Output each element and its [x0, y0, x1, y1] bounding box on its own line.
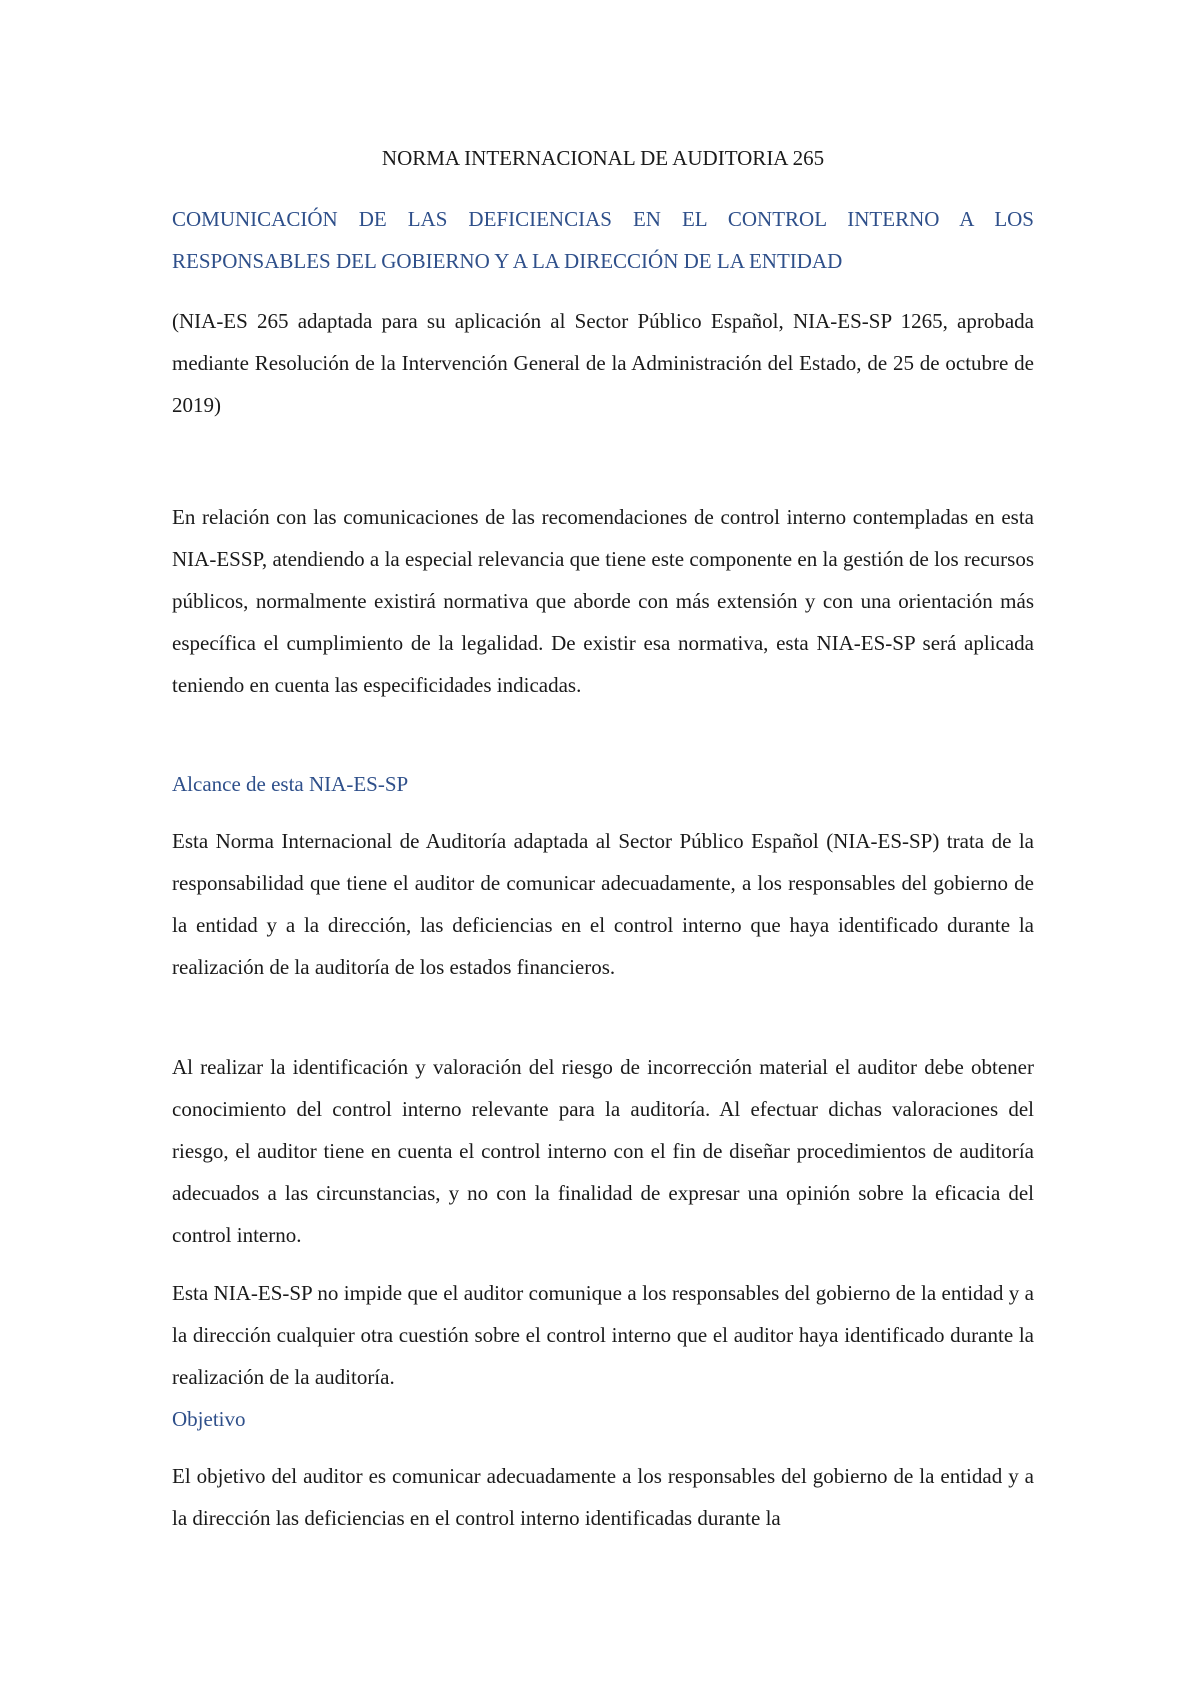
scope-paragraph-1: Esta Norma Internacional de Auditoría adaptada al Sector Público Español (NIA-ES-SP) trata de la responsabilidad que tiene el auditor de comunicar adecuadamente, a los responsables del gobierno de la entidad y a la dirección, las deficiencias en el control interno que haya identificado durante la realización de la auditoría de los estados financieros. [172, 829, 1034, 979]
adaptation-note: (NIA-ES 265 adaptada para su aplicación al Sector Público Español, NIA-ES-SP 1265, aprobada mediante Resolución de la Intervención General de la Administración del Estado, de 25 de octubre de 2019) [172, 309, 1034, 417]
subtitle-line-2: RESPONSABLES DEL GOBIERNO Y A LA DIRECCIÓN DE LA ENTIDAD [172, 249, 843, 273]
subtitle-line-1: COMUNICACIÓN DE LAS DEFICIENCIAS EN EL CONTROL INTERNO A LOS [172, 207, 1034, 231]
document-title: NORMA INTERNACIONAL DE AUDITORIA 265 [381, 146, 825, 170]
scope-heading: Alcance de esta NIA-ES-SP [172, 772, 409, 796]
objective-heading: Objetivo [172, 1407, 246, 1431]
intro-paragraph: En relación con las comunicaciones de las recomendaciones de control interno contempladas en esta NIA-ESSP, atendiendo a la especial relevancia que tiene este componente en la gestión de los recursos públicos, normalmente existirá normativa que aborde con más extensión y con una orientación más específica el cumplimiento de la legalidad. De existir esa normativa, esta NIA-ES-SP será aplicada teniendo en cuenta las especificidades indicadas. [172, 505, 1034, 697]
scope-paragraph-2: Al realizar la identificación y valoración del riesgo de incorrección material el auditor debe obtener conocimiento del control interno relevante para la auditoría. Al efectuar dichas valoraciones del riesgo, el auditor tiene en cuenta el control interno con el fin de diseñar procedimientos de auditoría adecuados a las circunstancias, y no con la finalidad de expresar una opinión sobre la eficacia del control interno. [172, 1055, 1034, 1247]
document-subtitle [172, 198, 1034, 282]
scope-paragraph-3: Esta NIA-ES-SP no impide que el auditor comunique a los responsables del gobierno de la entidad y a la dirección cualquier otra cuestión sobre el control interno que el auditor haya identificado durante la realización de la auditoría. [172, 1281, 1034, 1389]
objective-paragraph: El objetivo del auditor es comunicar adecuadamente a los responsables del gobierno de la entidad y a la dirección las deficiencias en el control interno identificadas durante la [172, 1464, 1034, 1530]
